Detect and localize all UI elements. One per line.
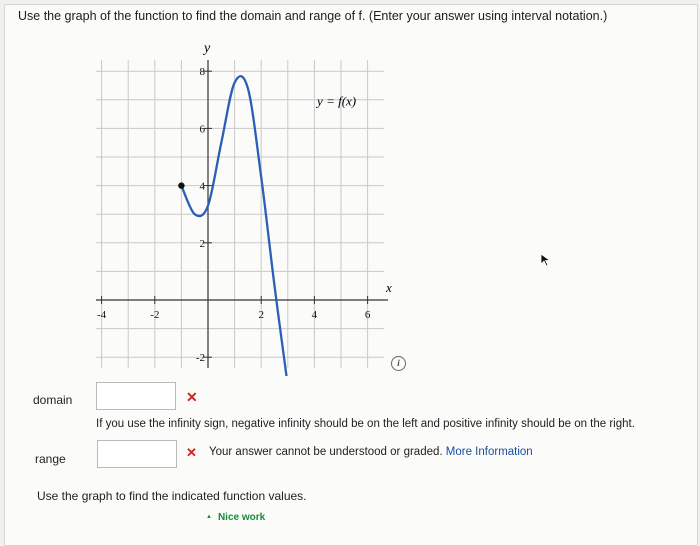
y-tick-label: 4 bbox=[199, 180, 205, 193]
next-question-text: Use the graph to find the indicated function values. bbox=[37, 489, 307, 503]
closed-endpoint-dot bbox=[178, 182, 184, 188]
y-tick-label: 8 bbox=[199, 66, 205, 79]
mouse-cursor-icon bbox=[540, 253, 552, 267]
x-tick-label: -2 bbox=[150, 309, 160, 321]
x-tick-label: -4 bbox=[97, 309, 107, 321]
nice-work-badge: ▲ Nice work bbox=[206, 512, 265, 523]
range-input[interactable] bbox=[97, 440, 177, 468]
y-tick-label: 2 bbox=[199, 237, 205, 250]
question-prompt: Use the graph of the function to find the domain and range of f. (Enter your answer using interval notation.) bbox=[18, 9, 608, 23]
domain-error-icon: ✕ bbox=[186, 389, 198, 405]
domain-input[interactable] bbox=[96, 382, 176, 410]
function-graph bbox=[84, 36, 404, 376]
error-message bbox=[209, 446, 533, 458]
function-curve bbox=[181, 76, 295, 376]
y-tick-label: 6 bbox=[199, 123, 205, 136]
x-tick-label: 6 bbox=[364, 309, 371, 321]
y-axis-label: y bbox=[204, 41, 211, 56]
domain-label: domain bbox=[33, 393, 73, 407]
more-information-link[interactable]: More Information bbox=[445, 446, 533, 458]
x-tick-label: 4 bbox=[311, 309, 318, 321]
infinity-hint: If you use the infinity sign, negative infinity should be on the left and positive infinity should be on the right. bbox=[96, 418, 635, 430]
x-axis-label: x bbox=[386, 280, 392, 295]
x-tick-label: 2 bbox=[258, 309, 264, 321]
info-circle-icon[interactable]: i bbox=[391, 356, 406, 371]
y-tick-label: -2 bbox=[195, 352, 205, 365]
range-label: range bbox=[35, 452, 66, 466]
error-text: Your answer cannot be understood or graded. bbox=[209, 446, 443, 458]
function-label: y = f(x) bbox=[317, 93, 357, 109]
range-error-icon: ✕ bbox=[186, 445, 197, 460]
graph-ticks bbox=[97, 66, 371, 364]
